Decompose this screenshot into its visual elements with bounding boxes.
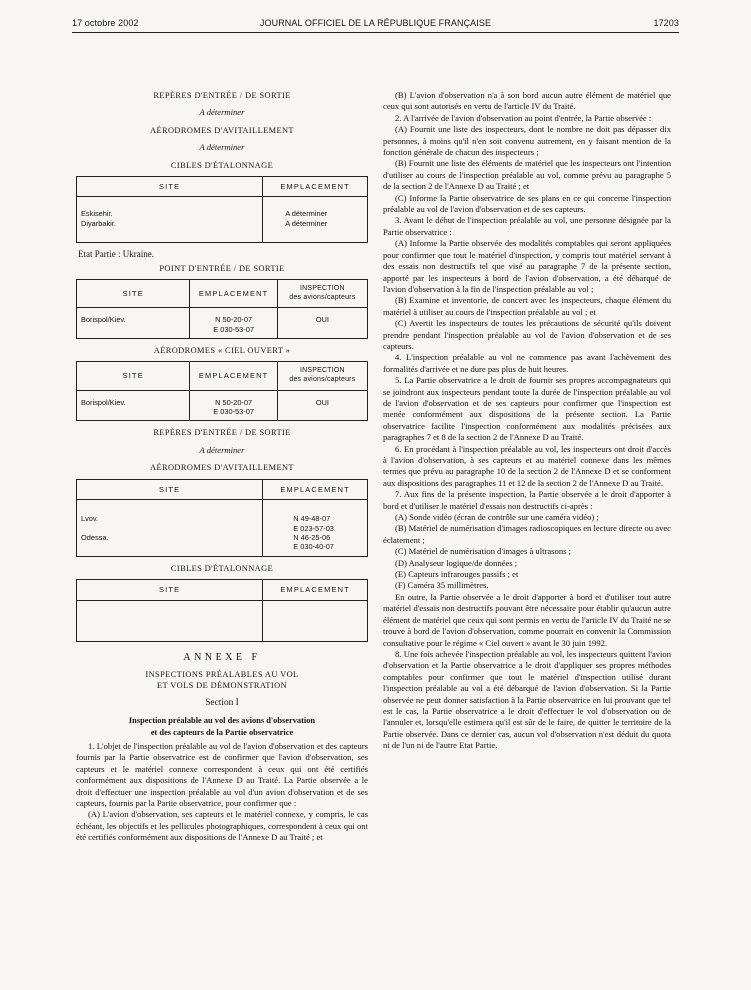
location-cell: A déterminer <box>285 218 328 228</box>
paragraph: (F) Caméra 35 millimètres. <box>395 580 489 591</box>
section-title-line-1: Inspection préalable au vol des avions d'observation <box>128 716 316 726</box>
site-cell: Borispol/Kiev. <box>81 397 126 407</box>
entry-value-2: A déterminer <box>199 444 245 455</box>
targets-table-turkey <box>76 176 368 243</box>
paragraph: 8. Une fois achevée l'inspection préalable au vol, les inspecteurs quittent l'avion d'observation et la Partie observatrice a le droit d'appliquer ses propres méthodes comptables pour confirmer que tout le matériel d'inspection utilisé durant l'inspection préalable au vol a été débarqué de l'avion d'observation. Si la Partie observée ne peut donner satisfaction à la Partie observatrice en lui prouvant que tel est le cas, la Partie observatrice a le droit d'effectuer le vol d'observation ou de l'annuler et, lorsqu'elle estimera qu'il est sûr de le faire, de quitter le territoire de la Partie observée. Dans ce dernier cas, aucun vol d'observation n'est déduit du quota ni de l'un ni de l'autre Etat Partie. <box>383 648 671 751</box>
open-sky-table <box>76 361 368 421</box>
inspection-cell: OUI <box>315 315 329 325</box>
state-party-line: Etat Partie : Ukraine. <box>78 249 154 260</box>
site-cell: Diyarbakir. <box>81 218 116 228</box>
location-lon: E 023-57-03 <box>293 523 334 533</box>
col-header-location: EMPLACEMENT <box>263 177 368 197</box>
col-header-location: EMPLACEMENT <box>190 362 277 390</box>
paragraph: (A) Informe la Partie observée des modalités comptables qui seront appliquées pour confirmer que tout le matériel d'inspection, y compris tout matériel servant à des essais non destructifs tel que visé au paragraphe 7 de la présente section, apporté par les inspecteurs à bord de l'avion d'observation, a été débarqué de l'avion d'observation à la fin de l'inspection préalable au vol ; <box>383 238 671 294</box>
col-header-site: SITE <box>77 580 263 600</box>
location-lat: N 46-25-06 <box>293 532 331 542</box>
inspection-cell: OUI <box>315 397 329 407</box>
annexe-title: ANNEXE F <box>183 651 261 663</box>
header-rule <box>72 32 679 33</box>
entry-point-table <box>76 279 368 339</box>
aerodromes-heading-2: AÉRODROMES D'AVITAILLEMENT <box>150 463 294 473</box>
table-row <box>77 390 368 421</box>
entry-value-1: A déterminer <box>199 107 245 118</box>
targets-table-ukraine <box>76 579 368 641</box>
location-lat: N 49-48-07 <box>293 514 331 524</box>
col-header-inspection: INSPECTION des avions/capteurs <box>277 362 367 390</box>
location-lat: N 50-20-07 <box>215 397 253 407</box>
paragraph: 4. L'inspection préalable au vol ne commence pas avant l'achèvement des formalités d'arrivée et ne dure pas plus de huit heures. <box>383 352 671 374</box>
paragraph: (C) Matériel de numérisation d'images à ultrasons ; <box>395 546 572 557</box>
col-header-site: SITE <box>77 280 190 308</box>
paragraph: (A) Sonde vidéo (écran de contrôle sur une caméra vidéo) ; <box>395 512 599 523</box>
location-lon: E 030-53-07 <box>213 324 254 334</box>
paragraph: (B) Matériel de numérisation d'images radioscopiques en lecture directe ou avec éclatement ; <box>383 523 671 545</box>
paragraph: (D) Analyseur logique/de données ; <box>395 557 518 568</box>
entry-heading-2: REPÈRES D'ENTRÉE / DE SORTIE <box>153 428 291 438</box>
col-header-site: SITE <box>77 362 190 390</box>
paragraph-1a: (A) L'avion d'observation, ses capteurs et le matériel connexe, y compris, le cas échéant, les objectifs et les pellicules photographiques, correspondent à ceux qui ont été certifiés conformément aux dispositions de l'Annexe D au Traité ; et <box>76 809 368 843</box>
paragraph: 7. Aux fins de la présente inspection, la Partie observée a le droit d'apporter à bord et d'utiliser le matériel d'essais non destructifs ci-après : <box>383 489 671 511</box>
col-header-location: EMPLACEMENT <box>263 580 368 600</box>
entry-heading-1: REPÈRES D'ENTRÉE / DE SORTIE <box>153 91 291 100</box>
site-cell: Eskisehir. <box>81 209 113 219</box>
paragraph: En outre, la Partie observée a le droit d'apporter à bord et d'utiliser tout autre matériel d'essais non destructifs pouvant être nécessaire pour établir qu'aucun autre élément de matériel que ceux qui sont permis en vertu de l'article IV du Traité ne se trouve à bord de l'avion d'observation, comme pourrait en convenir la Commission consultative pour le régime « Ciel ouvert » avant le 30 juin 1992. <box>383 591 671 648</box>
annexe-subtitle-2: ET VOLS DE DÉMONSTRATION <box>156 681 288 691</box>
open-sky-heading: AÉRODROMES « CIEL OUVERT » <box>153 346 291 356</box>
site-cell: Odessa. <box>81 532 109 542</box>
paragraph: (E) Capteurs infrarouges passifs ; et <box>395 569 519 580</box>
header-journal-title: JOURNAL OFFICIEL DE LA RÉPUBLIQUE FRANÇAISE <box>259 18 492 28</box>
section-title-line-2: et des capteurs de la Partie observatrice <box>150 727 294 737</box>
paragraph: 5. La Partie observatrice a le droit de fournir ses propres accompagnateurs qui se joindront aux inspecteurs pendant toute la durée de l'inspection préalable au vol de l'avion d'observation et de ses capteurs pour confirmer que l'inspection est menée conformément aux dispositions de la présente section. La Partie observatrice facilite l'inspection conformément aux modalités précisées aux paragraphes 7 et 8 de la section 2 de l'Annexe D au Traité. <box>383 375 671 443</box>
col-header-site: SITE <box>77 479 263 499</box>
paragraph: (C) Avertit les inspecteurs de toutes les précautions de sécurité qu'ils doivent prendre pendant l'inspection préalable au vol de l'avion d'observation et de ses capteurs. <box>383 318 671 351</box>
site-cell: Lvov. <box>81 514 99 524</box>
paragraph: 6. En procédant à l'inspection préalable au vol, les inspecteurs ont droit d'accès à l'avion d'observation, à ses capteurs et au matériel connexe dans les mêmes termes que prévu au paragraphe 10 de la section 2 de l'Annexe D et se conforment aux dispositions des paragraphes 11 et 12 de la section 2 de l'Annexe D au Traité. <box>383 443 671 488</box>
aerodromes-table-ukraine <box>76 479 368 557</box>
section-number: Section I <box>205 697 239 708</box>
location-cell: A déterminer <box>285 209 328 219</box>
running-header <box>72 18 679 32</box>
paragraph-1: 1. L'objet de l'inspection préalable au vol de l'avion d'observation et des capteurs fournis par la Partie observatrice est de confirmer que l'avion d'observation, ses capteurs et le matériel connexe correspondent à ceux qui ont été certifiés conformément aux dispositions de l'Annexe D au Traité. La Partie observée a le droit d'effectuer une inspection préalable au vol d'un avion d'observation et de ses capteurs, fournis par la Partie observatrice, pour confirmer que : <box>76 740 368 808</box>
aerodromes-value-1: A déterminer <box>199 142 245 153</box>
header-date: 17 octobre 2002 <box>72 18 139 28</box>
aerodromes-heading-1: AÉRODROMES D'AVITAILLEMENT <box>150 125 294 135</box>
annexe-subtitle-1: INSPECTIONS PRÉALABLES AU VOL <box>145 669 299 679</box>
site-cell: Borispol/Kiev. <box>81 315 126 325</box>
table-row <box>77 600 368 641</box>
col-header-site: SITE <box>77 177 263 197</box>
paragraph: (B) Fournit une liste des éléments de matériel que les inspecteurs ont l'intention d'utiliser au cours de l'inspection préalable au vol, comme prévu au paragraphe 5 de la section 2 de l'Annexe D au Traité ; et <box>383 158 671 192</box>
table-row <box>77 500 368 557</box>
paragraph: 2. A l'arrivée de l'avion d'observation au point d'entrée, la Partie observée : <box>395 112 652 123</box>
paragraph: (B) Examine et inventorie, de concert avec les inspecteurs, chaque élément du matériel à utiliser au cours de l'inspection préalable au vol ; et <box>383 295 671 317</box>
paragraph: (B) L'avion d'observation n'a à son bord aucun autre élément de matériel que ceux qui sont autorisés en vertu de l'article IV du Traité. <box>383 90 671 112</box>
col-header-location: EMPLACEMENT <box>263 479 368 499</box>
col-header-inspection: INSPECTION des avions/capteurs <box>277 280 367 308</box>
targets-heading-2: CIBLES D'ÉTALONNAGE <box>170 563 274 573</box>
paragraph: 3. Avant le début de l'inspection préalable au vol, une personne désignée par la Partie observatrice : <box>383 215 671 237</box>
location-lon: E 030-53-07 <box>213 407 254 417</box>
paragraph: (C) Informe la Partie observatrice de ses plans en ce qui concerne l'inspection préalable au vol de l'avion d'observation et de ses capteurs. <box>383 192 671 215</box>
location-lat: N 50-20-07 <box>215 315 253 325</box>
col-header-location: EMPLACEMENT <box>190 280 277 308</box>
location-lon: E 030-40-07 <box>293 542 334 552</box>
left-column <box>76 90 368 844</box>
targets-heading-1: CIBLES D'ÉTALONNAGE <box>170 160 274 170</box>
table-row <box>77 308 368 339</box>
paragraph: (A) Fournit une liste des inspecteurs, dont le nombre ne doit pas dépasser dix personnes, à moins qu'il n'en soit convenu autrement, en y faisant mention de la fonction générale de chacun des inspecteurs ; <box>383 124 671 158</box>
entry-point-heading: POINT D'ENTRÉE / DE SORTIE <box>159 263 285 273</box>
header-page-number: 17203 <box>653 18 679 28</box>
right-column <box>383 90 671 752</box>
table-row <box>77 197 368 243</box>
